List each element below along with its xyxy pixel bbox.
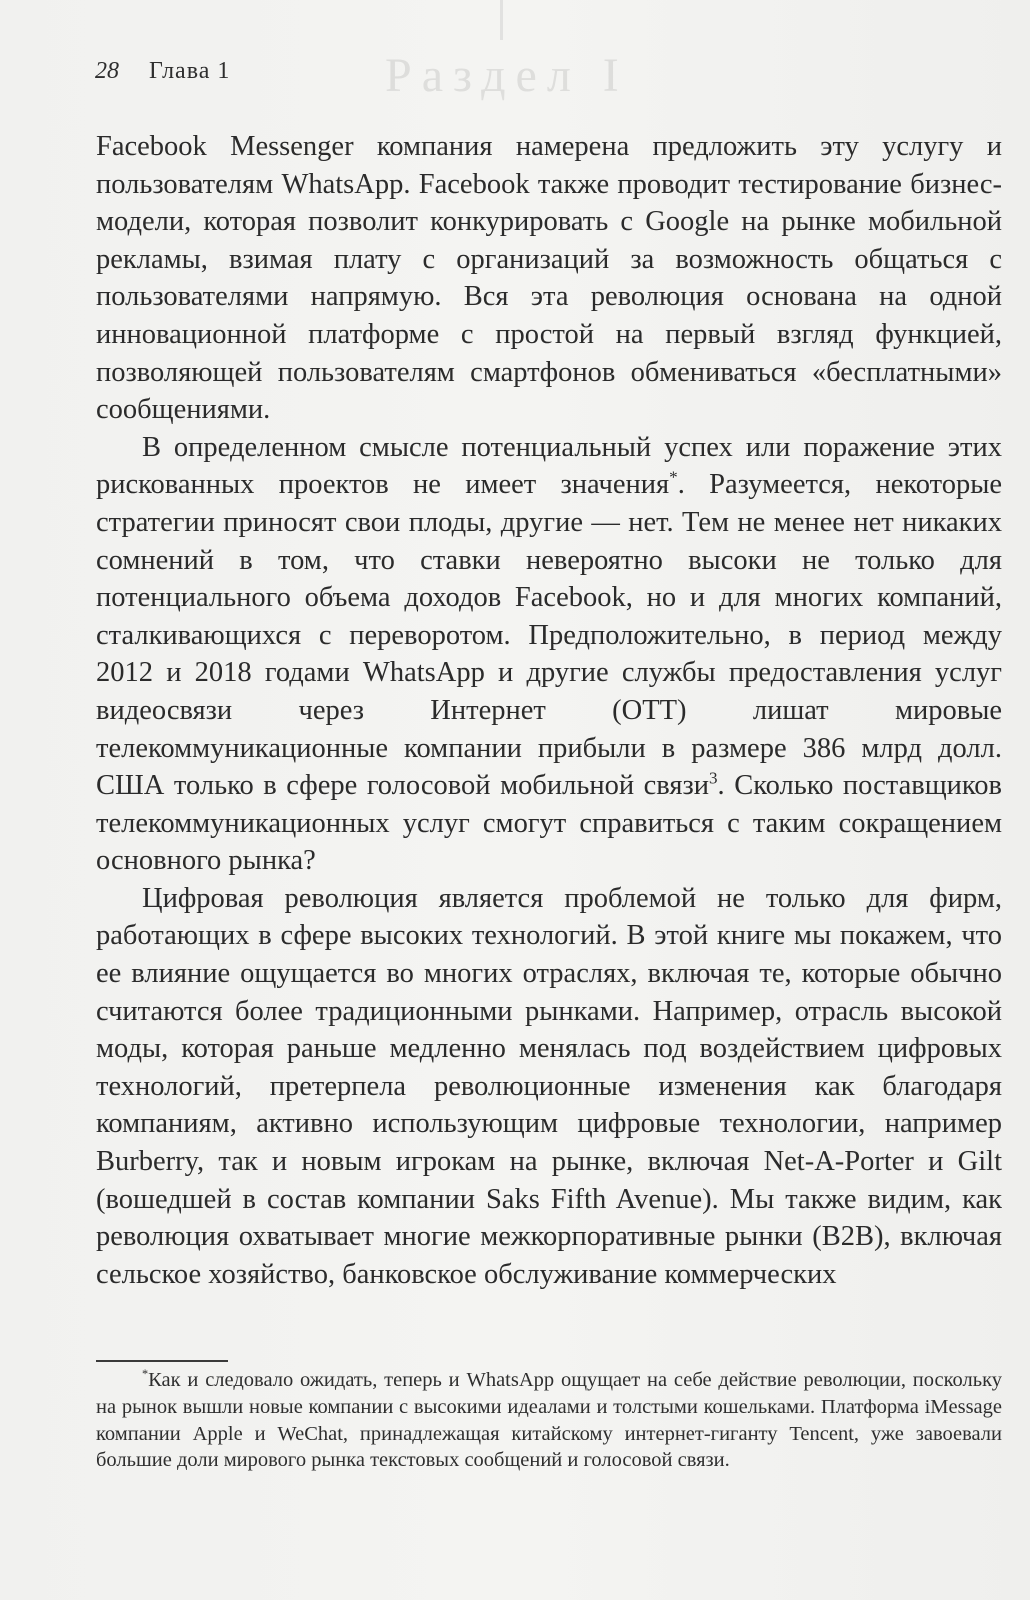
paragraph-2-part-3: . Сколько поставщиков телекоммуникационных услуг смогут справиться с таким сокращением основного рынка? [96, 770, 1002, 877]
footnote-text: Как и следовало ожидать, теперь и WhatsApp ощущает на себе действие революции, поскольку на рынок вышли новые компании с высокими идеалами и толстыми кошельками. Платформа iMessage компании Apple и WeChat, принадлежащая китайскому интернет-гиганту Tencent, уже завоевали большие доли мирового рынка текстовых сообщений и голосовой связи. [96, 1369, 1002, 1472]
paragraph-2-part-1: В определенном смысле потенциальный успех или поражение этих рискованных проектов не имеет значения [96, 431, 1002, 501]
footnote-marker: * [142, 1367, 149, 1382]
paragraph-2 [96, 429, 1002, 880]
chapter-title: Глава 1 [149, 58, 231, 84]
paragraph-1: Facebook Messenger компания намерена предложить эту услугу и пользователям WhatsApp. Facebook также проводит тестирование бизнес-модели, которая позволит конкурировать с Google на рынке мобильной рекламы, взимая плату с организаций за возможность общаться с пользователями напрямую. Вся эта революция основана на одной инновационной платформе с простой на первый взгляд функцией, позволяющей пользователям смартфонов обмениваться «бесплатными» сообщениями. [96, 131, 1002, 426]
page-number: 28 [95, 58, 119, 84]
bleed-through-title: Раздел I [385, 49, 629, 102]
paragraph-3: Цифровая революция является проблемой не только для фирм, работающих в сфере высоких технологий. В этой книге мы покажем, что ее влияние ощущается во многих отраслях, включая те, которые обычно считаются более традиционными рынками. Например, отрасль высокой моды, которая раньше медленно менялась под воздействием цифровых технологий, претерпела революционные изменения как благодаря компаниям, активно использующим цифровые технологии, например Burberry, так и новым игрокам на рынке, включая Net-A-Porter и Gilt (вошедшей в состав компании Saks Fifth Avenue). Мы также видим, как революция охватывает многие межкорпоративные рынки (B2B), включая сельское хозяйство, банковское обслуживание коммерческих [96, 882, 1002, 1290]
footnote-divider [96, 1360, 228, 1362]
main-text [96, 128, 1002, 1293]
running-header [95, 58, 230, 85]
paragraph-2-part-2: . Разумеется, некоторые стратегии приносят свои плоды, другие — нет. Тем не менее нет никаких сомнений в том, что ставки невероятно высоки не только для потенциального объема доходов Facebook, но и для многих компаний, сталкивающихся с переворотом. Предположительно, в период между 2012 и 2018 годами WhatsApp и другие службы предоставления услуг видеосвязи через Интернет (OTT) лишат мировые телекоммуникационные компании прибыли в размере 386 млрд долл. США только в сфере голосовой мобильной связи [96, 469, 1003, 802]
bleed-through-mark [500, 0, 503, 40]
footnote [96, 1367, 1002, 1474]
endnote-reference-3: 3 [709, 768, 718, 788]
footnote-reference-asterisk: * [669, 467, 678, 487]
